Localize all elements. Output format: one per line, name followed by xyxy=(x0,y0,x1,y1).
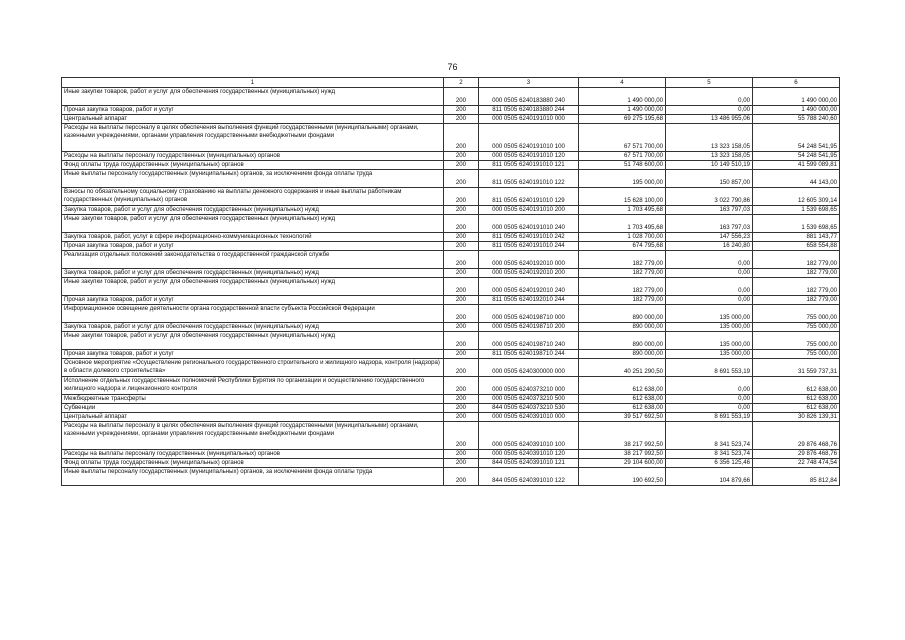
row-amount-cell: 67 571 700,00 xyxy=(579,124,666,152)
row-amount-cell: 612 638,00 xyxy=(753,377,840,395)
row-amount-cell: 150 857,00 xyxy=(666,170,753,188)
row-amount-cell: 54 248 541,95 xyxy=(753,152,840,161)
row-code-cell: 200 xyxy=(444,296,479,305)
row-classification-cell: 811 0505 6240191010 121 xyxy=(479,161,579,170)
row-amount-cell: 10 149 510,19 xyxy=(666,161,753,170)
row-amount-cell: 1 490 000,00 xyxy=(579,106,666,115)
row-amount-cell: 41 599 089,81 xyxy=(753,161,840,170)
row-amount-cell: 29 104 600,00 xyxy=(579,459,666,468)
row-amount-cell: 612 638,00 xyxy=(753,404,840,413)
row-code-cell: 200 xyxy=(444,468,479,486)
table-row xyxy=(62,296,840,305)
table-row xyxy=(62,395,840,404)
row-classification-cell: 000 0505 6240198710 200 xyxy=(479,323,579,332)
row-classification-cell: 000 0505 6240191010 100 xyxy=(479,124,579,152)
row-classification-cell: 811 0505 6240191010 122 xyxy=(479,170,579,188)
row-amount-cell: 0,00 xyxy=(666,88,753,106)
row-name-cell: Иные закупки товаров, работ и услуг для обеспечения государственных (муниципальных) нужд xyxy=(62,332,444,350)
row-amount-cell: 612 638,00 xyxy=(579,404,666,413)
row-classification-cell: 844 0505 6240391010 121 xyxy=(479,459,579,468)
row-amount-cell: 1 703 495,68 xyxy=(579,215,666,233)
row-amount-cell: 12 605 309,14 xyxy=(753,188,840,206)
row-amount-cell: 1 539 698,65 xyxy=(753,206,840,215)
row-amount-cell: 31 559 737,31 xyxy=(753,359,840,377)
row-classification-cell: 000 0505 6240191010 200 xyxy=(479,206,579,215)
row-amount-cell: 67 571 700,00 xyxy=(579,152,666,161)
row-amount-cell: 658 554,88 xyxy=(753,242,840,251)
row-name-cell: Взносы по обязательному социальному страхованию на выплаты денежного содержания и иные выплаты работникам государственных (муниципальных) органов xyxy=(62,188,444,206)
row-amount-cell: 0,00 xyxy=(666,269,753,278)
table-row xyxy=(62,88,840,106)
row-amount-cell: 881 143,77 xyxy=(753,233,840,242)
row-classification-cell: 000 0505 6240192010 200 xyxy=(479,269,579,278)
row-amount-cell: 890 000,00 xyxy=(579,350,666,359)
row-amount-cell: 135 000,00 xyxy=(666,323,753,332)
row-classification-cell: 000 0505 6240300000 000 xyxy=(479,359,579,377)
row-amount-cell: 13 323 158,05 xyxy=(666,152,753,161)
table-row xyxy=(62,106,840,115)
row-amount-cell: 29 876 468,76 xyxy=(753,422,840,450)
row-amount-cell: 6 356 125,46 xyxy=(666,459,753,468)
row-name-cell: Закупка товаров, работ и услуг для обеспечения государственных (муниципальных) нужд xyxy=(62,269,444,278)
row-amount-cell: 38 217 992,50 xyxy=(579,450,666,459)
row-name-cell: Центральный аппарат xyxy=(62,115,444,124)
row-code-cell: 200 xyxy=(444,450,479,459)
row-amount-cell: 612 638,00 xyxy=(579,377,666,395)
row-code-cell: 200 xyxy=(444,395,479,404)
table-row xyxy=(62,459,840,468)
row-classification-cell: 000 0505 6240191010 240 xyxy=(479,215,579,233)
row-name-cell: Прочая закупка товаров, работ и услуг xyxy=(62,106,444,115)
table-row xyxy=(62,269,840,278)
row-amount-cell: 182 779,00 xyxy=(579,269,666,278)
row-classification-cell: 000 0505 6240391010 100 xyxy=(479,422,579,450)
row-code-cell: 200 xyxy=(444,422,479,450)
row-amount-cell: 182 779,00 xyxy=(579,251,666,269)
row-name-cell: Закупка товаров, работ и услуг для обеспечения государственных (муниципальных) нужд xyxy=(62,206,444,215)
row-name-cell: Субвенции xyxy=(62,404,444,413)
table-row xyxy=(62,404,840,413)
table-row xyxy=(62,242,840,251)
row-amount-cell: 8 691 553,19 xyxy=(666,413,753,422)
row-amount-cell: 0,00 xyxy=(666,251,753,269)
row-name-cell: Иные закупки товаров, работ и услуг для обеспечения государственных (муниципальных) нужд xyxy=(62,215,444,233)
row-amount-cell: 13 486 955,06 xyxy=(666,115,753,124)
row-amount-cell: 85 812,84 xyxy=(753,468,840,486)
row-classification-cell: 811 0505 6240192010 244 xyxy=(479,296,579,305)
row-amount-cell: 29 876 468,76 xyxy=(753,450,840,459)
row-amount-cell: 104 879,66 xyxy=(666,468,753,486)
column-header: 5 xyxy=(666,78,753,88)
table-row xyxy=(62,278,840,296)
row-amount-cell: 755 000,00 xyxy=(753,305,840,323)
row-code-cell: 200 xyxy=(444,88,479,106)
row-name-cell: Расходы на выплаты персоналу государственных (муниципальных) органов xyxy=(62,152,444,161)
row-name-cell: Закупка товаров, работ, услуг в сфере информационно-коммуникационных технологий xyxy=(62,233,444,242)
row-name-cell: Иные закупки товаров, работ и услуг для обеспечения государственных (муниципальных) нужд xyxy=(62,278,444,296)
row-code-cell: 200 xyxy=(444,459,479,468)
row-code-cell: 200 xyxy=(444,332,479,350)
row-code-cell: 200 xyxy=(444,170,479,188)
row-name-cell: Информационное освещение деятельности органа государственной власти субъекта Российской Федерации xyxy=(62,305,444,323)
row-name-cell: Иные выплаты персоналу государственных (муниципальных) органов, за исключением фонда оплаты труда xyxy=(62,170,444,188)
row-amount-cell: 1 490 000,00 xyxy=(579,88,666,106)
row-amount-cell: 195 000,00 xyxy=(579,170,666,188)
row-amount-cell: 135 000,00 xyxy=(666,350,753,359)
row-classification-cell: 844 0505 6240373210 530 xyxy=(479,404,579,413)
row-amount-cell: 182 779,00 xyxy=(753,278,840,296)
row-code-cell: 200 xyxy=(444,152,479,161)
row-classification-cell: 000 0505 6240373210 500 xyxy=(479,395,579,404)
row-classification-cell: 000 0505 6240391010 000 xyxy=(479,413,579,422)
row-amount-cell: 182 779,00 xyxy=(579,278,666,296)
row-name-cell: Межбюджетные трансферты xyxy=(62,395,444,404)
row-amount-cell: 135 000,00 xyxy=(666,305,753,323)
row-classification-cell: 844 0505 6240391010 122 xyxy=(479,468,579,486)
row-amount-cell: 0,00 xyxy=(666,278,753,296)
table-row xyxy=(62,377,840,395)
row-code-cell: 200 xyxy=(444,161,479,170)
row-code-cell: 200 xyxy=(444,323,479,332)
row-amount-cell: 147 556,23 xyxy=(666,233,753,242)
row-classification-cell: 811 0505 6240191010 244 xyxy=(479,242,579,251)
row-code-cell: 200 xyxy=(444,269,479,278)
row-amount-cell: 190 692,50 xyxy=(579,468,666,486)
row-amount-cell: 1 539 698,65 xyxy=(753,215,840,233)
table-row xyxy=(62,413,840,422)
budget-table xyxy=(61,77,840,486)
row-code-cell: 200 xyxy=(444,242,479,251)
row-amount-cell: 22 748 474,54 xyxy=(753,459,840,468)
row-amount-cell: 890 000,00 xyxy=(579,323,666,332)
row-amount-cell: 3 022 790,86 xyxy=(666,188,753,206)
row-amount-cell: 163 797,03 xyxy=(666,206,753,215)
row-amount-cell: 13 323 158,05 xyxy=(666,124,753,152)
row-classification-cell: 000 0505 6240191010 000 xyxy=(479,115,579,124)
table-row xyxy=(62,215,840,233)
row-classification-cell: 811 0505 6240183880 244 xyxy=(479,106,579,115)
column-header: 1 xyxy=(62,78,444,88)
row-amount-cell: 755 000,00 xyxy=(753,323,840,332)
row-classification-cell: 811 0505 6240198710 244 xyxy=(479,350,579,359)
row-code-cell: 200 xyxy=(444,350,479,359)
column-header: 6 xyxy=(753,78,840,88)
row-amount-cell: 39 517 692,50 xyxy=(579,413,666,422)
row-amount-cell: 163 797,03 xyxy=(666,215,753,233)
row-classification-cell: 000 0505 6240191010 120 xyxy=(479,152,579,161)
table-row xyxy=(62,332,840,350)
row-amount-cell: 8 341 523,74 xyxy=(666,450,753,459)
row-amount-cell: 890 000,00 xyxy=(579,305,666,323)
row-amount-cell: 612 638,00 xyxy=(579,395,666,404)
table-row xyxy=(62,450,840,459)
row-amount-cell: 38 217 992,50 xyxy=(579,422,666,450)
row-name-cell: Прочая закупка товаров, работ и услуг xyxy=(62,296,444,305)
row-name-cell: Иные выплаты персоналу государственных (муниципальных) органов, за исключением фонда оплаты труда xyxy=(62,468,444,486)
table-row xyxy=(62,251,840,269)
row-amount-cell: 135 000,00 xyxy=(666,332,753,350)
table-header-row xyxy=(62,78,840,88)
row-classification-cell: 811 0505 6240191010 242 xyxy=(479,233,579,242)
row-amount-cell: 0,00 xyxy=(666,377,753,395)
row-amount-cell: 0,00 xyxy=(666,296,753,305)
row-classification-cell: 000 0505 6240192010 000 xyxy=(479,251,579,269)
row-name-cell: Расходы на выплаты персоналу в целях обеспечения выполнения функций государственными (муниципальными) органами, казенными учреждениями, органами управления государственными внебюджетными фондами xyxy=(62,422,444,450)
row-amount-cell: 0,00 xyxy=(666,404,753,413)
row-code-cell: 200 xyxy=(444,251,479,269)
row-code-cell: 200 xyxy=(444,124,479,152)
row-code-cell: 200 xyxy=(444,278,479,296)
row-code-cell: 200 xyxy=(444,188,479,206)
row-amount-cell: 0,00 xyxy=(666,395,753,404)
row-amount-cell: 182 779,00 xyxy=(753,296,840,305)
row-amount-cell: 51 748 600,00 xyxy=(579,161,666,170)
row-name-cell: Центральный аппарат xyxy=(62,413,444,422)
row-name-cell: Исполнение отдельных государственных полномочий Республики Бурятия по организации и осуществлению государственного жилищного надзора и лицензионного контроля xyxy=(62,377,444,395)
row-amount-cell: 44 143,00 xyxy=(753,170,840,188)
row-code-cell: 200 xyxy=(444,106,479,115)
row-name-cell: Прочая закупка товаров, работ и услуг xyxy=(62,242,444,251)
row-classification-cell: 000 0505 6240198710 000 xyxy=(479,305,579,323)
row-amount-cell: 1 028 700,00 xyxy=(579,233,666,242)
row-amount-cell: 1 703 495,68 xyxy=(579,206,666,215)
row-code-cell: 200 xyxy=(444,115,479,124)
table-row xyxy=(62,359,840,377)
row-amount-cell: 55 788 240,60 xyxy=(753,115,840,124)
row-amount-cell: 1 490 000,00 xyxy=(753,88,840,106)
row-amount-cell: 15 628 100,00 xyxy=(579,188,666,206)
row-name-cell: Иные закупки товаров, работ и услуг для обеспечения государственных (муниципальных) нужд xyxy=(62,88,444,106)
row-classification-cell: 811 0505 6240191010 129 xyxy=(479,188,579,206)
column-header: 4 xyxy=(579,78,666,88)
row-amount-cell: 182 779,00 xyxy=(753,269,840,278)
table-row xyxy=(62,206,840,215)
row-amount-cell: 8 691 553,19 xyxy=(666,359,753,377)
row-code-cell: 200 xyxy=(444,404,479,413)
row-code-cell: 200 xyxy=(444,233,479,242)
row-name-cell: Основное мероприятие «Осуществление регионального государственного строительного и жилищного надзора, контроля (надзора) в области долевого строительства» xyxy=(62,359,444,377)
row-amount-cell: 40 251 290,50 xyxy=(579,359,666,377)
table-row xyxy=(62,115,840,124)
row-amount-cell: 30 826 139,31 xyxy=(753,413,840,422)
table-row xyxy=(62,152,840,161)
row-amount-cell: 612 638,00 xyxy=(753,395,840,404)
table-row xyxy=(62,161,840,170)
column-header: 3 xyxy=(479,78,579,88)
table-row xyxy=(62,422,840,450)
table-row xyxy=(62,124,840,152)
table-row xyxy=(62,233,840,242)
row-amount-cell: 755 000,00 xyxy=(753,350,840,359)
table-row xyxy=(62,468,840,486)
page-number: 76 xyxy=(447,62,458,72)
row-code-cell: 200 xyxy=(444,305,479,323)
row-amount-cell: 8 341 523,74 xyxy=(666,422,753,450)
row-amount-cell: 674 795,68 xyxy=(579,242,666,251)
row-name-cell: Реализация отдельных положений законодательства о государственной гражданской службе xyxy=(62,251,444,269)
row-code-cell: 200 xyxy=(444,206,479,215)
row-amount-cell: 182 779,00 xyxy=(579,296,666,305)
row-amount-cell: 890 000,00 xyxy=(579,332,666,350)
table-row xyxy=(62,350,840,359)
row-amount-cell: 54 248 541,95 xyxy=(753,124,840,152)
row-code-cell: 200 xyxy=(444,413,479,422)
row-classification-cell: 000 0505 6240391010 120 xyxy=(479,450,579,459)
row-name-cell: Фонд оплаты труда государственных (муниципальных) органов xyxy=(62,459,444,468)
row-amount-cell: 69 275 195,68 xyxy=(579,115,666,124)
row-classification-cell: 000 0505 6240192010 240 xyxy=(479,278,579,296)
row-code-cell: 200 xyxy=(444,215,479,233)
row-amount-cell: 755 000,00 xyxy=(753,332,840,350)
row-amount-cell: 1 490 000,00 xyxy=(753,106,840,115)
row-classification-cell: 000 0505 6240198710 240 xyxy=(479,332,579,350)
row-amount-cell: 16 240,80 xyxy=(666,242,753,251)
table-row xyxy=(62,188,840,206)
row-classification-cell: 000 0505 6240183880 240 xyxy=(479,88,579,106)
table-row xyxy=(62,323,840,332)
row-name-cell: Прочая закупка товаров, работ и услуг xyxy=(62,350,444,359)
row-name-cell: Расходы на выплаты персоналу в целях обеспечения выполнения функций государственными (муниципальными) органами, казенными учреждениями, органами управления государственными внебюджетными фондами xyxy=(62,124,444,152)
table-row xyxy=(62,170,840,188)
row-name-cell: Закупка товаров, работ и услуг для обеспечения государственных (муниципальных) нужд xyxy=(62,323,444,332)
row-code-cell: 200 xyxy=(444,359,479,377)
table-row xyxy=(62,305,840,323)
column-header: 2 xyxy=(444,78,479,88)
row-code-cell: 200 xyxy=(444,377,479,395)
row-name-cell: Расходы на выплаты персоналу государственных (муниципальных) органов xyxy=(62,450,444,459)
row-amount-cell: 0,00 xyxy=(666,106,753,115)
row-classification-cell: 000 0505 6240373210 000 xyxy=(479,377,579,395)
row-amount-cell: 182 779,00 xyxy=(753,251,840,269)
row-name-cell: Фонд оплаты труда государственных (муниципальных) органов xyxy=(62,161,444,170)
